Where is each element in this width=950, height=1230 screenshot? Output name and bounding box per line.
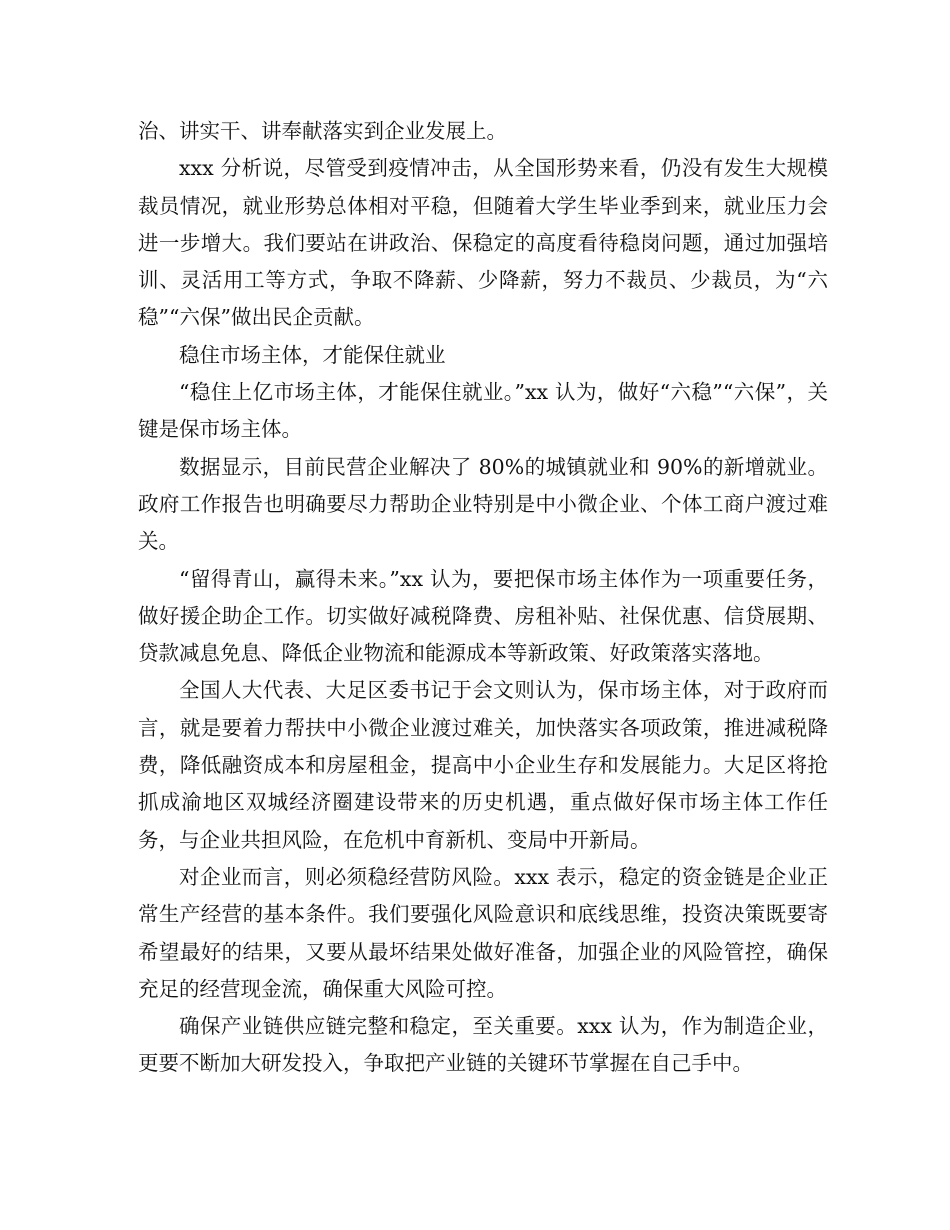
paragraph-supply-chain: 确保产业链供应链完整和稳定，至关重要。xxx 认为，作为制造企业，更要不断加大研发投入，争取把产业链的关键环节掌握在自己手中。 <box>138 1014 828 1076</box>
paragraph-employment-situation: xxx 分析说，尽管受到疫情冲击，从全国形势来看，仍没有发生大规模裁员情况，就业形势总体相对平稳，但随着大学生毕业季到来，就业压力会进一步增大。我们要站在讲政治、保稳定的高度看待稳岗问题，通过加强培训、灵活用工等方式，争取不降薪、少降薪，努力不裁员、少裁员，为“六稳”“六保”做出民企贡献。 <box>138 156 828 330</box>
paragraph-quote-market-entities: “稳住上亿市场主体，才能保住就业。”xx 认为，做好“六稳”“六保”，关键是保市场主体。 <box>138 380 828 442</box>
paragraph-risk-control: 对企业而言，则必须稳经营防风险。xxx 表示，稳定的资金链是企业正常生产经营的基本条件。我们要强化风险意识和底线思维，投资决策既要寄希望最好的结果，又要从最坏结果处做好准备，加强企业的风险管控，确保充足的经营现金流，确保重大风险可控。 <box>138 864 828 1001</box>
paragraph-continuation: 治、讲实干、讲奉献落实到企业发展上。 <box>138 119 507 143</box>
paragraph-quote-green-mountain: “留得青山，赢得未来。”xx 认为，要把保市场主体作为一项重要任务，做好援企助企工作。切实做好减税降费、房租补贴、社保优惠、信贷展期、贷款减息免息、降低企业物流和能源成本等新政策、好政策落实落地。 <box>138 566 828 666</box>
section-heading: 稳住市场主体，才能保住就业 <box>179 342 446 367</box>
document-body <box>138 113 828 1083</box>
paragraph-dazu-district: 全国人大代表、大足区委书记于会文则认为，保市场主体，对于政府而言，就是要着力帮扶中小微企业渡过难关，加快落实各项政策，推进减税降费，降低融资成本和房屋租金，提高中小企业生存和发展能力。大足区将抢抓成渝地区双城经济圈建设带来的历史机遇，重点做好保市场主体工作任务，与企业共担风险，在危机中育新机、变局中开新局。 <box>138 678 828 852</box>
paragraph-data-statistics: 数据显示，目前民营企业解决了 80%的城镇就业和 90%的新增就业。政府工作报告也明确要尽力帮助企业特别是中小微企业、个体工商户渡过难关。 <box>138 454 828 554</box>
